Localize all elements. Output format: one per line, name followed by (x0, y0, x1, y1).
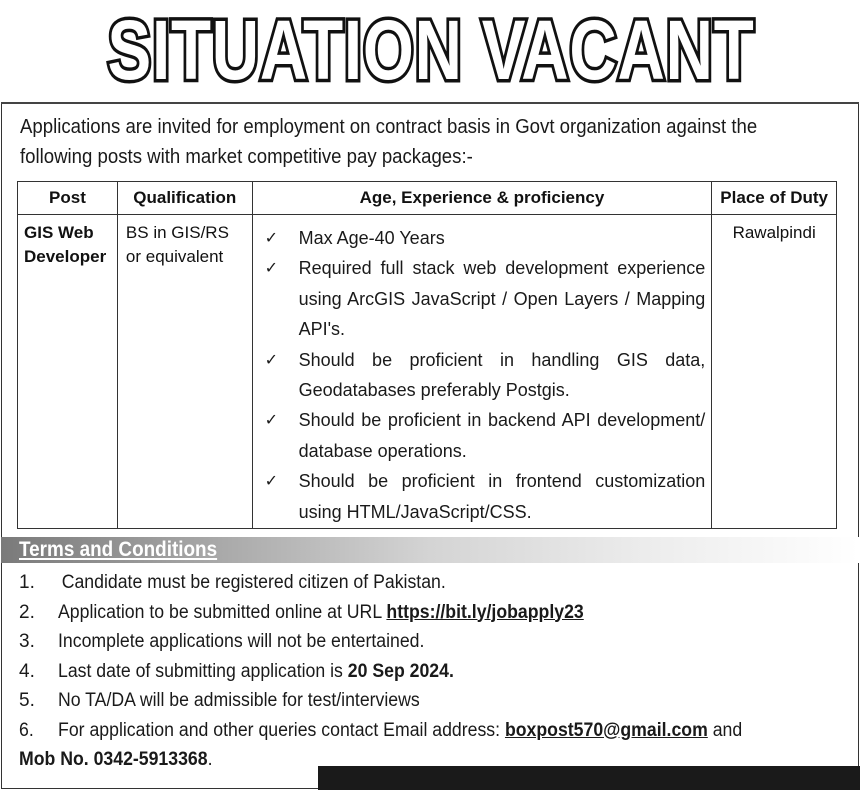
term-text: For application and other queries contact Email address: (58, 719, 505, 741)
header-place-of-duty: Place of Duty (712, 182, 837, 215)
qualification-line1: BS in GIS/RS (125, 223, 229, 242)
term-number: 5. (19, 690, 35, 711)
requirements-cell (252, 215, 712, 529)
terms-heading: Terms and Conditions (19, 538, 218, 561)
requirement-item (265, 405, 706, 466)
post-name-line2: Developer (24, 247, 107, 266)
requirement-item (265, 223, 706, 253)
term-number: 3. (19, 631, 35, 652)
post-name-line1: GIS Web (24, 223, 94, 242)
requirement-item (265, 466, 706, 527)
term-item (0, 686, 848, 716)
header-post: Post (18, 182, 118, 215)
term-number: 1. (19, 572, 35, 593)
requirement-text: Should be proficient in handling GIS data, Geodatabases preferably Postgis. (298, 349, 706, 401)
table-header-row (18, 182, 837, 215)
contact-email-link[interactable]: boxpost570@gmail.com (504, 719, 708, 741)
term-item (0, 627, 848, 657)
requirement-item (265, 253, 706, 344)
intro-text: Applications are invited for employment on contract basis in Govt organization against the following posts with market competitive pay packages:- (20, 116, 758, 168)
term-text: Last date of submitting application is (58, 660, 348, 682)
last-date: 20 Sep 2024. (347, 660, 454, 682)
requirement-text: Should be proficient in frontend customization using HTML/JavaScript/CSS. (298, 471, 706, 522)
requirement-item (265, 345, 706, 406)
check-icon: ✓ (264, 258, 278, 278)
header-qualification: Qualification (117, 182, 252, 215)
requirement-text: Max Age-40 Years (298, 228, 445, 248)
check-icon: ✓ (264, 471, 278, 491)
post-cell (18, 215, 118, 529)
term-item (0, 598, 848, 628)
qualification-line2: or equivalent (125, 247, 224, 266)
qualification-cell (117, 215, 252, 529)
term-text-after: and (707, 719, 743, 741)
term-end: . (207, 749, 213, 770)
term-text: Incomplete applications will not be entertained. (58, 631, 425, 652)
term-number: 4. (19, 660, 35, 682)
term-text: Candidate must be registered citizen of Pakistan. (61, 572, 446, 593)
requirements-list (265, 223, 706, 527)
term-number: 2. (19, 601, 35, 623)
check-icon: ✓ (264, 410, 278, 430)
check-icon: ✓ (264, 349, 278, 369)
term-item (0, 568, 848, 598)
term-text: No TA/DA will be admissible for test/interviews (58, 690, 420, 711)
header-age-experience: Age, Experience & proficiency (252, 182, 712, 215)
table-row (18, 215, 837, 529)
ad-title: SITUATION VACANT (107, 3, 755, 97)
place-of-duty-cell: Rawalpindi (712, 215, 837, 529)
requirement-text: Should be proficient in backend API development/ database operations. (298, 410, 706, 461)
mobile-number: Mob No. 0342-5913368 (19, 749, 208, 770)
term-number: 6. (19, 719, 34, 741)
term-text: Application to be submitted online at URL (58, 601, 387, 623)
requirement-text: Required full stack web development experience using ArcGIS JavaScript / Open Layers / Mapping API's. (298, 258, 706, 340)
apply-url-link[interactable]: https://bit.ly/jobapply23 (386, 601, 584, 623)
terms-list (0, 568, 862, 775)
check-icon: ✓ (264, 228, 278, 247)
footer-strip (318, 766, 860, 790)
posts-table (17, 181, 837, 529)
term-item (0, 657, 848, 687)
